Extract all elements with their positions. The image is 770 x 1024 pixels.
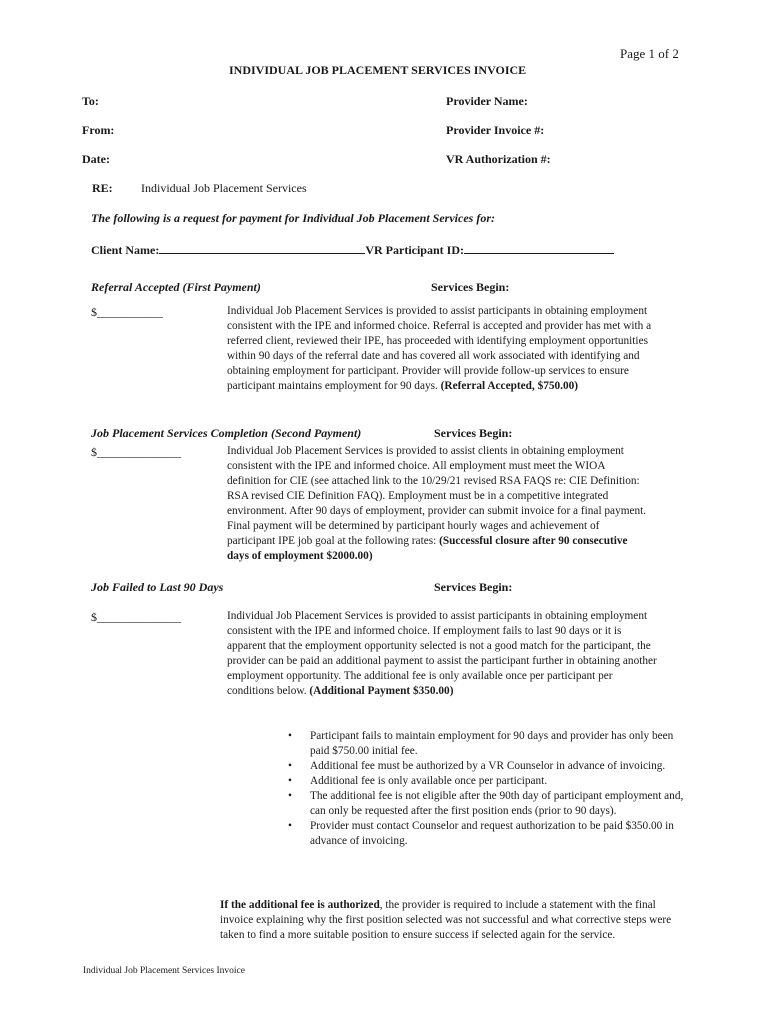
payment-amount-field: $______________	[91, 610, 181, 624]
section-description	[227, 444, 649, 564]
vr-authorization-label: VR Authorization #:	[446, 152, 551, 166]
closing-paragraph	[220, 898, 682, 943]
re-value: Individual Job Placement Services	[141, 181, 307, 195]
vr-participant-id-line	[464, 241, 614, 254]
closing-text: , the provider is required to include a statement with the final invoice explaining why the first position selected was not successful and what corrective steps were taken to find a more suitable position to ensure success if selected again for the service.	[220, 899, 672, 941]
section-heading-completion: Job Placement Services Completion (Second Payment)	[91, 426, 362, 440]
list-item: • Additional fee is only available once per participant.	[288, 774, 688, 789]
section-heading-referral: Referral Accepted (First Payment)	[91, 280, 261, 294]
page-number: Page 1 of 2	[620, 46, 679, 61]
provider-name-label: Provider Name:	[446, 94, 528, 108]
section-rate: (Referral Accepted, $750.00)	[440, 380, 579, 392]
client-name-label: Client Name:	[91, 243, 160, 257]
section-heading-job-failed: Job Failed to Last 90 Days	[91, 580, 224, 594]
client-name-row	[91, 241, 614, 258]
section-rate: (Additional Payment $350.00)	[309, 685, 454, 697]
list-item: • Participant fails to maintain employment for 90 days and provider has only been paid $750.00 initial fee.	[288, 729, 688, 759]
section-text: Individual Job Placement Services is provided to assist clients in obtaining employment consistent with the IPE and informed choice. All employment must meet the WIOA definition for CIE (see attached link to the 10/29/21 revised RSA FAQS re: CIE Definition: RSA revised CIE Definition FAQ). Employment must be in a competitive integrated environment. After 90 days of employment, provider can submit invoice for a final payment. Final payment will be determined by participant hourly wages and achievement of participant IPE job goal at the following rates:	[227, 445, 647, 547]
list-item: • The additional fee is not eligible after the 90th day of participant employment and, can only be requested after the first position ends (prior to 90 days).	[288, 789, 688, 819]
payment-amount-field: $___________	[91, 305, 163, 319]
section-text: Individual Job Placement Services is provided to assist participants in obtaining employment consistent with the IPE and informed choice. If employment fails to last 90 days or it is apparent that the employment opportunity selected is not a good match for the participant, the provider can be paid an additional payment to assist the participant further in obtaining another employment opportunity. The additional fee is only available once per participant per conditions below.	[227, 610, 657, 697]
conditions-list	[288, 729, 688, 849]
client-name-line	[159, 241, 365, 254]
to-label: To:	[82, 94, 99, 108]
section-description	[227, 609, 659, 699]
list-item: • Provider must contact Counselor and request authorization to be paid $350.00 in advance of invoicing.	[288, 819, 688, 849]
provider-invoice-label: Provider Invoice #:	[446, 123, 545, 137]
date-label: Date:	[82, 152, 110, 166]
services-begin-label: Services Begin:	[434, 580, 513, 594]
section-text: Individual Job Placement Services is provided to assist participants in obtaining employment consistent with the IPE and informed choice. Referral is accepted and provider has met with a referred client, reviewed their IPE, has proceeded with identifying employment opportunities within 90 days of the referral date and has covered all work associated with identifying and obtaining employment for participant. Provider will provide follow-up services to ensure participant maintains employment for 90 days.	[227, 305, 652, 392]
section-rate: (Successful closure after 90 consecutive days of employment $2000.00)	[227, 535, 628, 562]
closing-bold: If the additional fee is authorized	[220, 899, 380, 911]
services-begin-label: Services Begin:	[431, 280, 510, 294]
vr-participant-id-label: VR Participant ID:	[365, 243, 464, 257]
from-label: From:	[82, 123, 115, 137]
payment-amount-field: $______________	[91, 445, 181, 459]
list-item: • Additional fee must be authorized by a VR Counselor in advance of invoicing.	[288, 759, 688, 774]
page-footer: Individual Job Placement Services Invoice	[83, 966, 245, 976]
re-label: RE:	[92, 181, 113, 195]
request-statement: The following is a request for payment for Individual Job Placement Services for:	[91, 211, 495, 225]
services-begin-label: Services Begin:	[434, 426, 513, 440]
page-title: INDIVIDUAL JOB PLACEMENT SERVICES INVOICE	[229, 63, 527, 77]
section-description	[227, 304, 657, 394]
